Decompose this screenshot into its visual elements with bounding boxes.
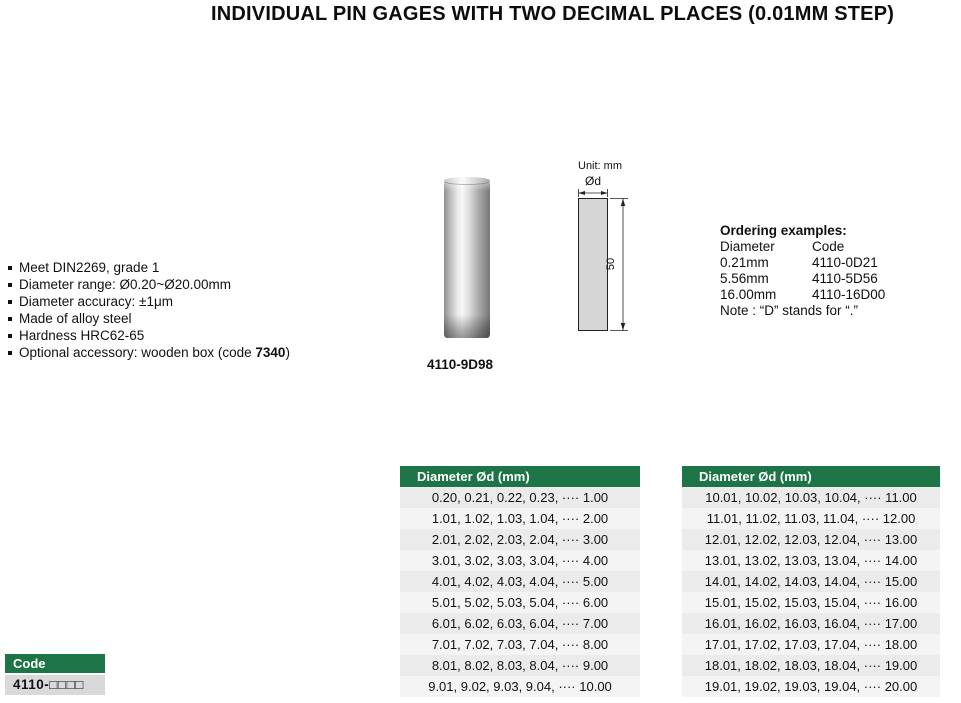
table-row: 16.01, 16.02, 16.03, 16.04, ···· 17.00 bbox=[682, 613, 940, 634]
feature-list bbox=[8, 259, 290, 361]
ordering-diameter-value: 0.21mm bbox=[720, 255, 769, 270]
page-title: INDIVIDUAL PIN GAGES WITH TWO DECIMAL PLACES (0.01MM STEP) bbox=[211, 3, 895, 25]
bullet-square-icon bbox=[8, 334, 12, 338]
feature-item bbox=[8, 310, 290, 327]
diameter-table-2-body bbox=[682, 487, 940, 697]
table-row: 18.01, 18.02, 18.03, 18.04, ···· 19.00 bbox=[682, 655, 940, 676]
product-model-label: 4110-9D98 bbox=[427, 357, 494, 372]
table-row: 6.01, 6.02, 6.03, 6.04, ···· 7.00 bbox=[400, 613, 640, 634]
unit-label: Unit: mm bbox=[578, 160, 622, 172]
bullet-square-icon bbox=[8, 266, 12, 270]
ordering-diameter-value: 5.56mm bbox=[720, 271, 769, 286]
feature-text: Diameter range: Ø0.20~Ø20.00mm bbox=[19, 277, 231, 292]
feature-text: Diameter accuracy: ±1μm bbox=[19, 294, 173, 309]
pin-top-face bbox=[444, 177, 490, 184]
table-row: 2.01, 2.02, 2.03, 2.04, ···· 3.00 bbox=[400, 529, 640, 550]
table-row: 9.01, 9.02, 9.03, 9.04, ···· 10.00 bbox=[400, 676, 640, 697]
ordering-code-value: 4110-16D00 bbox=[812, 287, 886, 302]
table-row: 14.01, 14.02, 14.03, 14.04, ···· 15.00 bbox=[682, 571, 940, 592]
table-row: 10.01, 10.02, 10.03, 10.04, ···· 11.00 bbox=[682, 487, 940, 508]
pin-body bbox=[444, 180, 490, 338]
ordering-example-row bbox=[720, 287, 885, 303]
table-row: 8.01, 8.02, 8.03, 8.04, ···· 9.00 bbox=[400, 655, 640, 676]
feature-item bbox=[8, 276, 290, 293]
diameter-table-1-header: Diameter Ød (mm) bbox=[400, 466, 640, 487]
table-row: 4.01, 4.02, 4.03, 4.04, ···· 5.00 bbox=[400, 571, 640, 592]
ordering-heading: Ordering examples: bbox=[720, 223, 847, 238]
diameter-table-2 bbox=[682, 466, 940, 697]
table-row: 19.01, 19.02, 19.03, 19.04, ···· 20.00 bbox=[682, 676, 940, 697]
table-row: 11.01, 11.02, 11.03, 11.04, ···· 12.00 bbox=[682, 508, 940, 529]
ordering-rows bbox=[720, 255, 885, 303]
ordering-col-code: Code bbox=[812, 239, 845, 254]
code-block-header: Code bbox=[5, 654, 105, 673]
table-row: 3.01, 3.02, 3.03, 3.04, ···· 4.00 bbox=[400, 550, 640, 571]
bullet-square-icon bbox=[8, 351, 12, 355]
diameter-table-1-body bbox=[400, 487, 640, 697]
code-block-value: 4110-□□□□ bbox=[5, 675, 105, 695]
bullet-square-icon bbox=[8, 283, 12, 287]
ordering-code-value: 4110-0D21 bbox=[812, 255, 878, 270]
length-dim-label: 50 bbox=[605, 257, 617, 271]
table-row: 12.01, 12.02, 12.03, 12.04, ···· 13.00 bbox=[682, 529, 940, 550]
diameter-dim-label: Ød bbox=[584, 174, 602, 188]
table-row: 0.20, 0.21, 0.22, 0.23, ···· 1.00 bbox=[400, 487, 640, 508]
feature-item bbox=[8, 293, 290, 310]
diameter-table-2-header: Diameter Ød (mm) bbox=[682, 466, 940, 487]
ordering-col-diameter: Diameter bbox=[720, 239, 775, 254]
ordering-code-value: 4110-5D56 bbox=[812, 271, 878, 286]
diameter-table-1 bbox=[400, 466, 640, 697]
ordering-example-row bbox=[720, 255, 885, 271]
feature-item bbox=[8, 344, 290, 361]
table-row: 1.01, 1.02, 1.03, 1.04, ···· 2.00 bbox=[400, 508, 640, 529]
pin-gage-photo bbox=[444, 180, 490, 338]
bullet-square-icon bbox=[8, 317, 12, 321]
ordering-column-headers bbox=[720, 239, 885, 255]
feature-text: Meet DIN2269, grade 1 bbox=[19, 260, 160, 275]
ordering-examples bbox=[720, 223, 885, 319]
dimension-drawing bbox=[565, 172, 635, 344]
ordering-example-row bbox=[720, 271, 885, 287]
feature-text: Optional accessory: wooden box (code 7340) bbox=[19, 345, 290, 360]
feature-text: Made of alloy steel bbox=[19, 311, 132, 326]
bullet-square-icon bbox=[8, 300, 12, 304]
table-row: 7.01, 7.02, 7.03, 7.04, ···· 8.00 bbox=[400, 634, 640, 655]
table-row: 15.01, 15.02, 15.03, 15.04, ···· 16.00 bbox=[682, 592, 940, 613]
ordering-note: Note : “D” stands for “.” bbox=[720, 303, 859, 318]
feature-item bbox=[8, 327, 290, 344]
feature-text: Hardness HRC62-65 bbox=[19, 328, 145, 343]
code-block bbox=[5, 654, 105, 695]
table-row: 5.01, 5.02, 5.03, 5.04, ···· 6.00 bbox=[400, 592, 640, 613]
ordering-diameter-value: 16.00mm bbox=[720, 287, 777, 302]
table-row: 13.01, 13.02, 13.03, 13.04, ···· 14.00 bbox=[682, 550, 940, 571]
feature-item bbox=[8, 259, 290, 276]
table-row: 17.01, 17.02, 17.03, 17.04, ···· 18.00 bbox=[682, 634, 940, 655]
